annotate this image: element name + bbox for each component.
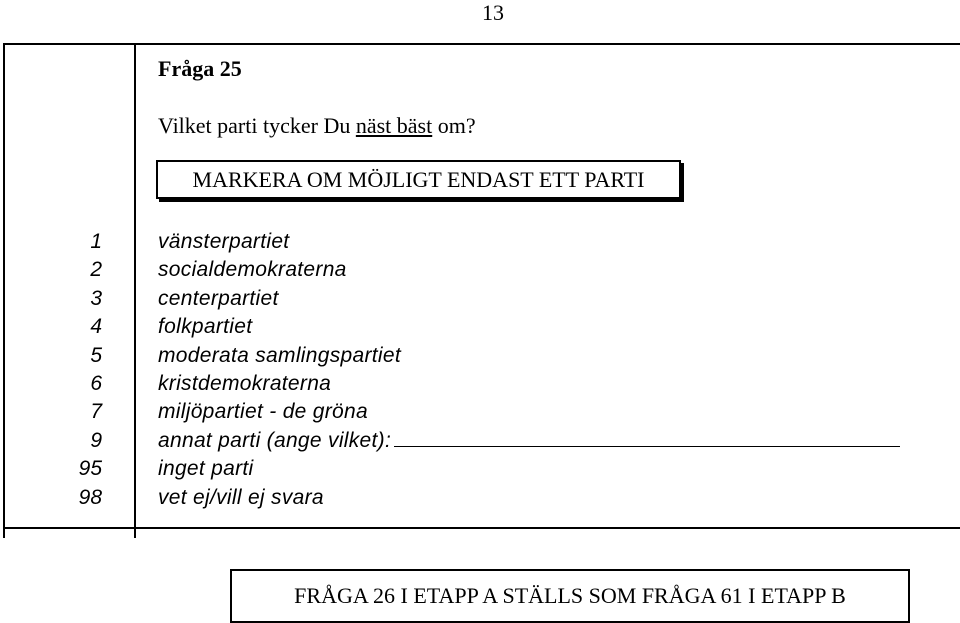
- answer-code: 9: [90, 428, 102, 452]
- table-column-divider: [134, 43, 136, 538]
- answer-code: 98: [78, 485, 102, 509]
- answer-option-annat-parti-label: annat parti (ange vilket):: [158, 428, 392, 452]
- table-top-border: [3, 43, 960, 45]
- answer-code: 1: [90, 230, 102, 253]
- answer-code: 7: [90, 400, 102, 424]
- answer-code: 6: [90, 371, 102, 395]
- answer-code: 2: [90, 258, 102, 282]
- answer-code: 4: [90, 315, 102, 339]
- answer-option-folkpartiet: folkpartiet: [158, 315, 253, 339]
- answer-code: 3: [90, 286, 102, 310]
- answer-option-vet-ej: vet ej/vill ej svara: [158, 485, 324, 509]
- question-title: Fråga 25: [158, 56, 242, 81]
- table-bottom-border: [3, 527, 960, 529]
- table-left-border: [3, 43, 5, 538]
- answer-option-kristdemokraterna: kristdemokraterna: [158, 371, 332, 395]
- question-text: [158, 112, 476, 140]
- write-in-line[interactable]: [394, 429, 900, 447]
- instruction-box: MARKERA OM MÖJLIGT ENDAST ETT PARTI: [156, 160, 681, 199]
- answer-labels-column: [158, 228, 918, 512]
- question-text-before: Vilket parti tycker Du: [158, 113, 356, 138]
- answer-option-inget-parti: inget parti: [158, 457, 254, 481]
- answer-option-vansterpartiet: vänsterpartiet: [158, 230, 290, 253]
- answer-option-socialdemokraterna: socialdemokraterna: [158, 258, 347, 282]
- question-text-emphasis: näst bäst: [355, 113, 433, 138]
- page-number: 13: [482, 0, 504, 25]
- answer-code: 95: [78, 457, 102, 481]
- answer-option-annat-parti: [158, 427, 918, 455]
- answer-option-centerpartiet: centerpartiet: [158, 286, 279, 310]
- answer-option-moderata: moderata samlingspartiet: [158, 343, 401, 367]
- routing-note-box: FRÅGA 26 I ETAPP A STÄLLS SOM FRÅGA 61 I ETAPP B: [230, 569, 910, 623]
- question-text-after: om?: [432, 113, 476, 138]
- answer-codes-column: [30, 228, 102, 512]
- answer-code: 5: [90, 343, 102, 367]
- answer-option-miljopartiet: miljöpartiet - de gröna: [158, 400, 368, 424]
